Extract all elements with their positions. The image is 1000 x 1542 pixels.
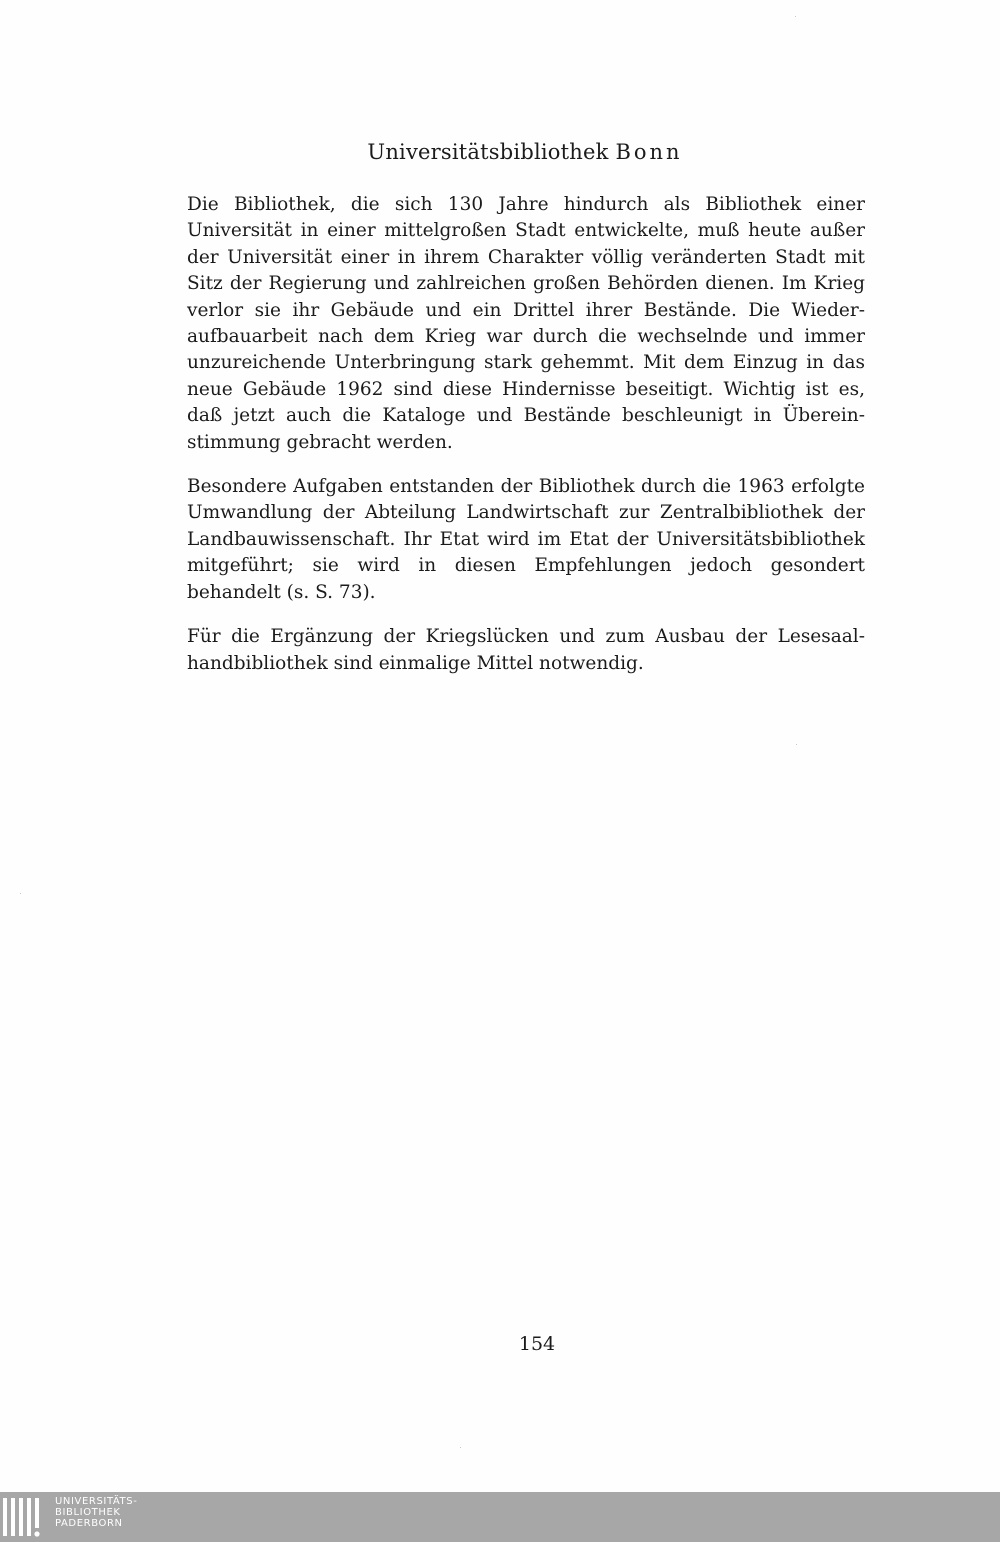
scan-speck bbox=[796, 744, 797, 745]
page-heading bbox=[0, 140, 1000, 164]
paragraph-3: Für die Ergänzung der Kriegslücken und zum Ausbau der Lesesaalhandbibliothek sind einmalige Mittel notwendig. bbox=[187, 626, 865, 674]
footer-band bbox=[0, 1492, 1000, 1542]
body-text bbox=[187, 192, 865, 695]
logo-bars-icon bbox=[0, 1492, 50, 1542]
logo-line: UNIVERSITÄTS- bbox=[55, 1496, 138, 1507]
scan-speck bbox=[460, 1447, 461, 1448]
scan-speck bbox=[795, 16, 796, 17]
heading-prefix: Universitätsbibliothek bbox=[367, 140, 616, 164]
logo-line: BIBLIOTHEK bbox=[55, 1507, 121, 1518]
logo-text bbox=[55, 1496, 137, 1529]
paragraph-2: Besondere Aufgaben entstanden der Bibliothek durch die 1963 erfolgte Umwandlung der Abteilung Landwirtschaft zur Zentralbibliothek der Landbauwissenschaft. Ihr Etat wird im Etat der Universitätsbibliothek mitgeführt; sie wird in diesen Empfehlungen jedoch gesondert behandelt (s. S. 73). bbox=[187, 476, 865, 603]
heading-city: Bonn bbox=[615, 140, 683, 164]
page-number: 154 bbox=[518, 1333, 556, 1355]
library-logo bbox=[0, 1492, 140, 1542]
logo-line: PADERBORN bbox=[55, 1518, 123, 1529]
paragraph-1: Die Bibliothek, die sich 130 Jahre hindurch als Bibliothek einer Universität in einer mittelgroßen Stadt entwickelte, muß heute außer der Universität einer in ihrem Charakter völlig veränderten Stadt mit Sitz der Regierung und zahlreichen großen Behörden dienen. Im Krieg verlor sie ihr Gebäude und ein Drittel ihrer Bestände. Die Wiederaufbauarbeit nach dem Krieg war durch die wechselnde und immer unzureichende Unterbringung stark gehemmt. Mit dem Einzug in das neue Gebäude 1962 sind diese Hindernisse beseitigt. Wichtig ist es, daß jetzt auch die Kataloge und Bestände beschleunigt in Übereinstimmung gebracht werden. bbox=[187, 194, 865, 453]
scan-speck bbox=[20, 893, 21, 894]
